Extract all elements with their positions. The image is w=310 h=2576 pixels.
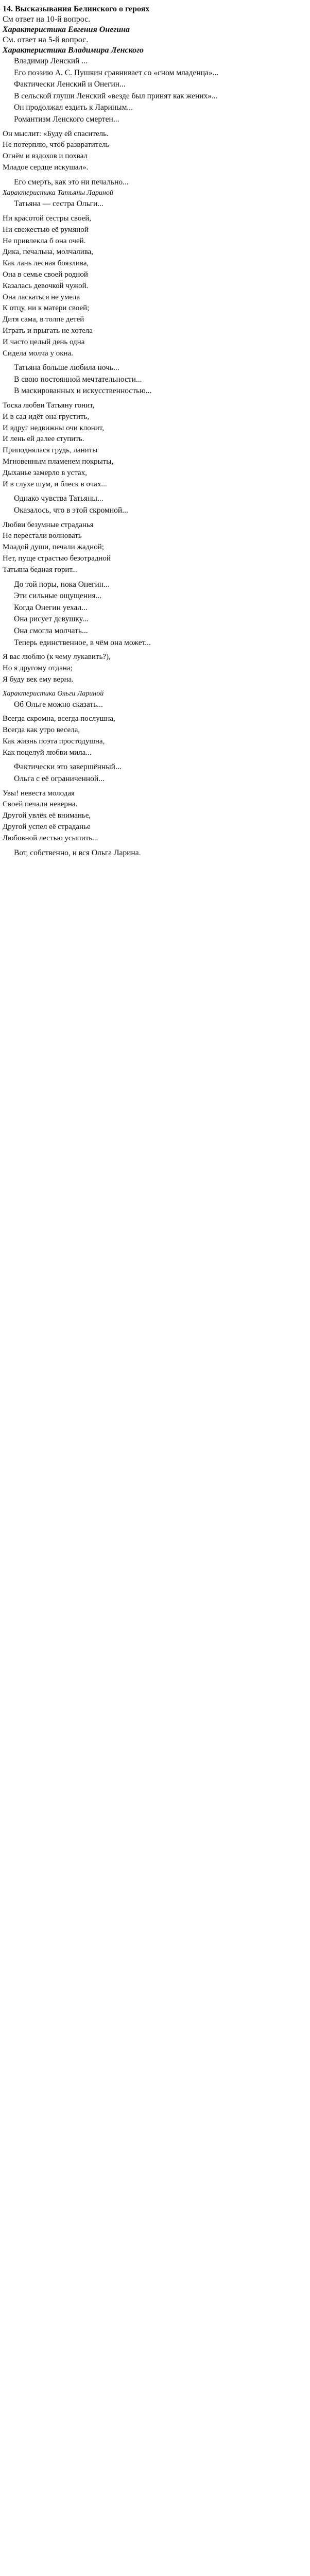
paragraph: Он продолжал ездить к Лариным... bbox=[14, 103, 133, 112]
paragraph: Ольга с её ограниченной... bbox=[14, 774, 105, 783]
poem-line: Всегда скромна, всегда послушна, bbox=[3, 715, 115, 723]
paragraph: Владимир Ленский ... bbox=[14, 57, 88, 65]
poem-line: Ни свежестью её румяной bbox=[3, 225, 89, 234]
poem-line: Не потерплю, чтоб развратитель bbox=[3, 141, 110, 149]
poem-line: Дыханье замерло в устах, bbox=[3, 468, 87, 477]
poem-line: Сидела молча у окна. bbox=[3, 349, 73, 358]
paragraph: В свою постоянной мечтательности... bbox=[14, 375, 142, 384]
paragraph: В маскированных и искусственностью... bbox=[14, 386, 152, 396]
poem-quote bbox=[3, 129, 307, 174]
poem-line: И лень ей далее ступить. bbox=[3, 435, 84, 444]
poem-quote bbox=[3, 520, 307, 576]
document-body bbox=[3, 56, 307, 859]
poem-line: Я буду век ему верна. bbox=[3, 675, 74, 684]
poem-line: Не привлекла б она очей. bbox=[3, 236, 86, 245]
poem-line: И часто целый день одна bbox=[3, 337, 85, 346]
poem-line: Приподнялася грудь, ланиты bbox=[3, 446, 98, 455]
paragraph: Теперь единственное, в чём она может... bbox=[14, 638, 151, 647]
poem-line: Увы! невеста молодая bbox=[3, 789, 75, 798]
paragraph: Татьяна больше любила ночь... bbox=[14, 363, 119, 372]
poem-line: Всегда как утро весела, bbox=[3, 725, 80, 734]
poem-line: Татьяна бедная горит... bbox=[3, 565, 78, 574]
poem-line: Дика, печальна, молчалива, bbox=[3, 248, 94, 257]
paragraph: Его поэзию А. С. Пушкин сравнивает со «сном младенца»... bbox=[14, 68, 219, 77]
poem-line: Как лань лесная боязлива, bbox=[3, 259, 89, 268]
paragraph: Однако чувства Татьяны... bbox=[14, 494, 104, 503]
poem-quote bbox=[3, 213, 307, 359]
poem-line: Ни красотой сестры своей, bbox=[3, 214, 92, 223]
poem-line: Младое сердце искушал». bbox=[3, 163, 89, 172]
poem-quote bbox=[3, 714, 307, 758]
poem-line: Но я другому отдана; bbox=[3, 664, 73, 672]
paragraph: Когда Онегин уехал... bbox=[14, 603, 88, 612]
paragraph: Она смогла молчать... bbox=[14, 626, 88, 635]
paragraph: Его смерть, как это ни печально... bbox=[14, 177, 129, 187]
poem-line: Она в семье своей родной bbox=[3, 270, 88, 279]
poem-line: Мгновенным пламенем покрыты, bbox=[3, 457, 114, 466]
poem-line: Казалась девочкой чужой. bbox=[3, 281, 89, 290]
poem-line: И в сад идёт она грустить, bbox=[3, 412, 90, 421]
poem-line: Она ласкаться не умела bbox=[3, 293, 80, 301]
reference-note: См ответ на 10-й вопрос. bbox=[3, 15, 91, 24]
poem-quote bbox=[3, 652, 307, 685]
poem-line: Огнём и вздохов и похвал bbox=[3, 152, 88, 161]
poem-line: Не перестали волновать bbox=[3, 532, 82, 540]
paragraph: Эти сильные ощущения... bbox=[14, 591, 102, 601]
poem-line: Другой успел её страданье bbox=[3, 822, 91, 831]
paragraph: Фактически это завершённый... bbox=[14, 762, 122, 772]
reference-note: См. ответ на 5-й вопрос. bbox=[3, 36, 89, 44]
poem-line: Любви безумные страданья bbox=[3, 520, 94, 529]
poem-quote bbox=[3, 400, 307, 490]
paragraph: Романтизм Ленского смертен... bbox=[14, 114, 119, 124]
poem-line: Играть и прыгать не хотела bbox=[3, 326, 93, 335]
poem-quote bbox=[3, 788, 307, 844]
poem-line: Тоска любви Татьяну гонит, bbox=[3, 401, 95, 410]
section-heading-lensky: Характеристика Владимира Ленского bbox=[3, 46, 144, 55]
paragraph: Об Ольге можно сказать... bbox=[14, 700, 103, 709]
poem-line: Как поцелуй любви мила... bbox=[3, 748, 92, 757]
poem-line: К отцу, ни к матери своей; bbox=[3, 304, 90, 313]
poem-line: Он мыслит: «Буду ей спаситель. bbox=[3, 129, 109, 138]
poem-line: И вдруг недвижны очи клонит, bbox=[3, 423, 105, 432]
section-heading: Характеристика Ольги Лариной bbox=[3, 689, 104, 698]
poem-line: Дитя сама, в толпе детей bbox=[3, 315, 84, 324]
poem-line: Я вас люблю (к чему лукавить?), bbox=[3, 653, 111, 662]
section-heading: Характеристика Татьяны Лариной bbox=[3, 189, 113, 197]
poem-line: И в слухе шум, и блеск в очах... bbox=[3, 480, 107, 488]
poem-line: Другой увлёк её вниманье, bbox=[3, 811, 91, 820]
paragraph: До той поры, пока Онегин... bbox=[14, 580, 110, 589]
paragraph: В сельской глуши Ленский «везде был принят как жених»... bbox=[14, 91, 218, 100]
section-heading-onegin: Характеристика Евгения Онегина bbox=[3, 25, 130, 34]
poem-line: Как жизнь поэта простодушна, bbox=[3, 737, 105, 745]
paragraph: Она рисует девушку... bbox=[14, 615, 89, 624]
paragraph: Вот, собственно, и вся Ольга Ларина. bbox=[14, 848, 141, 857]
paragraph: Оказалось, что в этой скромной... bbox=[14, 506, 128, 515]
document-title: 14. Высказывания Белинского о героях bbox=[3, 5, 150, 13]
poem-line: Своей печали неверна. bbox=[3, 800, 78, 809]
paragraph: Фактически Ленский и Онегин... bbox=[14, 80, 126, 89]
poem-line: Любовной лестью усыпить... bbox=[3, 834, 98, 842]
paragraph: Татьяна — сестра Ольги... bbox=[14, 199, 104, 209]
poem-line: Младой души, печали жадной; bbox=[3, 543, 104, 552]
poem-line: Нет, пуще страстью безотрадной bbox=[3, 554, 111, 563]
